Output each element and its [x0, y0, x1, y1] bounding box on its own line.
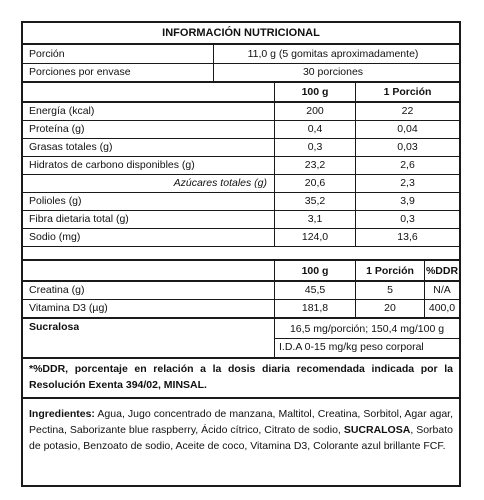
- ingredients-paragraph: [29, 406, 453, 454]
- label-title: INFORMACIÓN NUTRICIONAL: [162, 27, 320, 39]
- nutrient-name: Sodio (mg): [29, 231, 81, 243]
- value-portion: 2,6: [400, 159, 415, 171]
- table2-header-portion: 1 Porción: [366, 265, 414, 277]
- divider: [213, 45, 214, 81]
- portion-label: Porción: [29, 48, 65, 60]
- value-ddr: N/A: [433, 284, 451, 296]
- divider: [274, 319, 275, 357]
- divider: [23, 246, 459, 247]
- ingredients-text: , Sorbato de potasio, Benzoato de sodio, Aceite de coco, Vitamina D3, Colorante azul brillante FCF.: [29, 424, 453, 452]
- value-portion: 20: [384, 302, 396, 314]
- divider: [355, 261, 356, 318]
- nutrition-label: [21, 21, 461, 487]
- nutrient-name: Proteína (g): [29, 123, 85, 135]
- nutrient-name: Fibra dietaria total (g): [29, 213, 129, 225]
- nutrient-name: Hidratos de carbono disponibles (g): [29, 159, 195, 171]
- nutrient-name: Energía (kcal): [29, 105, 95, 117]
- divider: [23, 317, 459, 319]
- divider: [355, 82, 356, 247]
- value-portion: 13,6: [397, 231, 418, 243]
- nutrient-name: Creatina (g): [29, 284, 85, 296]
- table2-header-ddr: %DDR: [425, 265, 459, 277]
- divider: [274, 82, 275, 247]
- value-100g: 181,8: [301, 302, 329, 314]
- value-portion: 5: [387, 284, 393, 296]
- table2-header-100g: 100 g: [301, 265, 329, 277]
- sucralosa-ida: I.D.A 0-15 mg/kg peso corporal: [279, 341, 424, 353]
- nutrient-name: Grasas totales (g): [29, 141, 113, 153]
- value-100g: 0,4: [307, 123, 323, 135]
- sucralosa-label: Sucralosa: [29, 321, 80, 333]
- value-portion: 0,3: [400, 213, 415, 225]
- divider: [274, 261, 275, 318]
- ingredients-highlight: SUCRALOSA: [343, 424, 411, 436]
- value-100g: 0,3: [307, 141, 323, 153]
- value-100g: 45,5: [304, 284, 326, 296]
- value-portion: 3,9: [400, 195, 415, 207]
- divider: [23, 259, 459, 261]
- ingredients-text: Agua, Jugo concentrado de manzana, Maltitol, Creatina, Sorbitol, Agar agar, Pectina, Saborizante blue raspberry, Ácido cítrico, Citrato de sodio,: [29, 408, 453, 436]
- value-portion: 0,04: [397, 123, 418, 135]
- table1-header-100g: 100 g: [301, 86, 329, 98]
- value-portion: 0,03: [397, 141, 418, 153]
- nutrient-name: Polioles (g): [29, 195, 82, 207]
- portion-value: 11,0 g (5 gomitas aproximadamente): [247, 48, 419, 60]
- value-100g: 20,6: [304, 177, 326, 189]
- value-100g: 3,1: [307, 213, 323, 225]
- nutrient-name: Vitamina D3 (µg): [29, 302, 108, 314]
- divider: [424, 261, 425, 318]
- ddr-footnote: *%DDR, porcentaje en relación a la dosis diaria recomendada indicada por la Resolución Exenta 394/02, MINSAL.: [29, 363, 453, 391]
- divider: [23, 397, 459, 399]
- value-100g: 23,2: [304, 159, 326, 171]
- value-ddr: 400,0: [428, 302, 456, 314]
- divider: [23, 357, 459, 359]
- ingredients-label: Ingredientes:: [29, 408, 95, 420]
- nutrient-name: Azúcares totales (g): [173, 177, 267, 189]
- servings-value: 30 porciones: [302, 66, 364, 78]
- value-100g: 200: [306, 105, 324, 117]
- divider: [23, 43, 459, 45]
- servings-label: Porciones por envase: [29, 66, 131, 78]
- sucralosa-dose: 16,5 mg/porción; 150,4 mg/100 g: [289, 323, 445, 335]
- value-100g: 124,0: [301, 231, 329, 243]
- value-portion: 2,3: [400, 177, 415, 189]
- value-100g: 35,2: [304, 195, 326, 207]
- value-portion: 22: [401, 105, 414, 117]
- divider: [23, 81, 459, 83]
- table1-header-portion: 1 Porción: [383, 86, 432, 98]
